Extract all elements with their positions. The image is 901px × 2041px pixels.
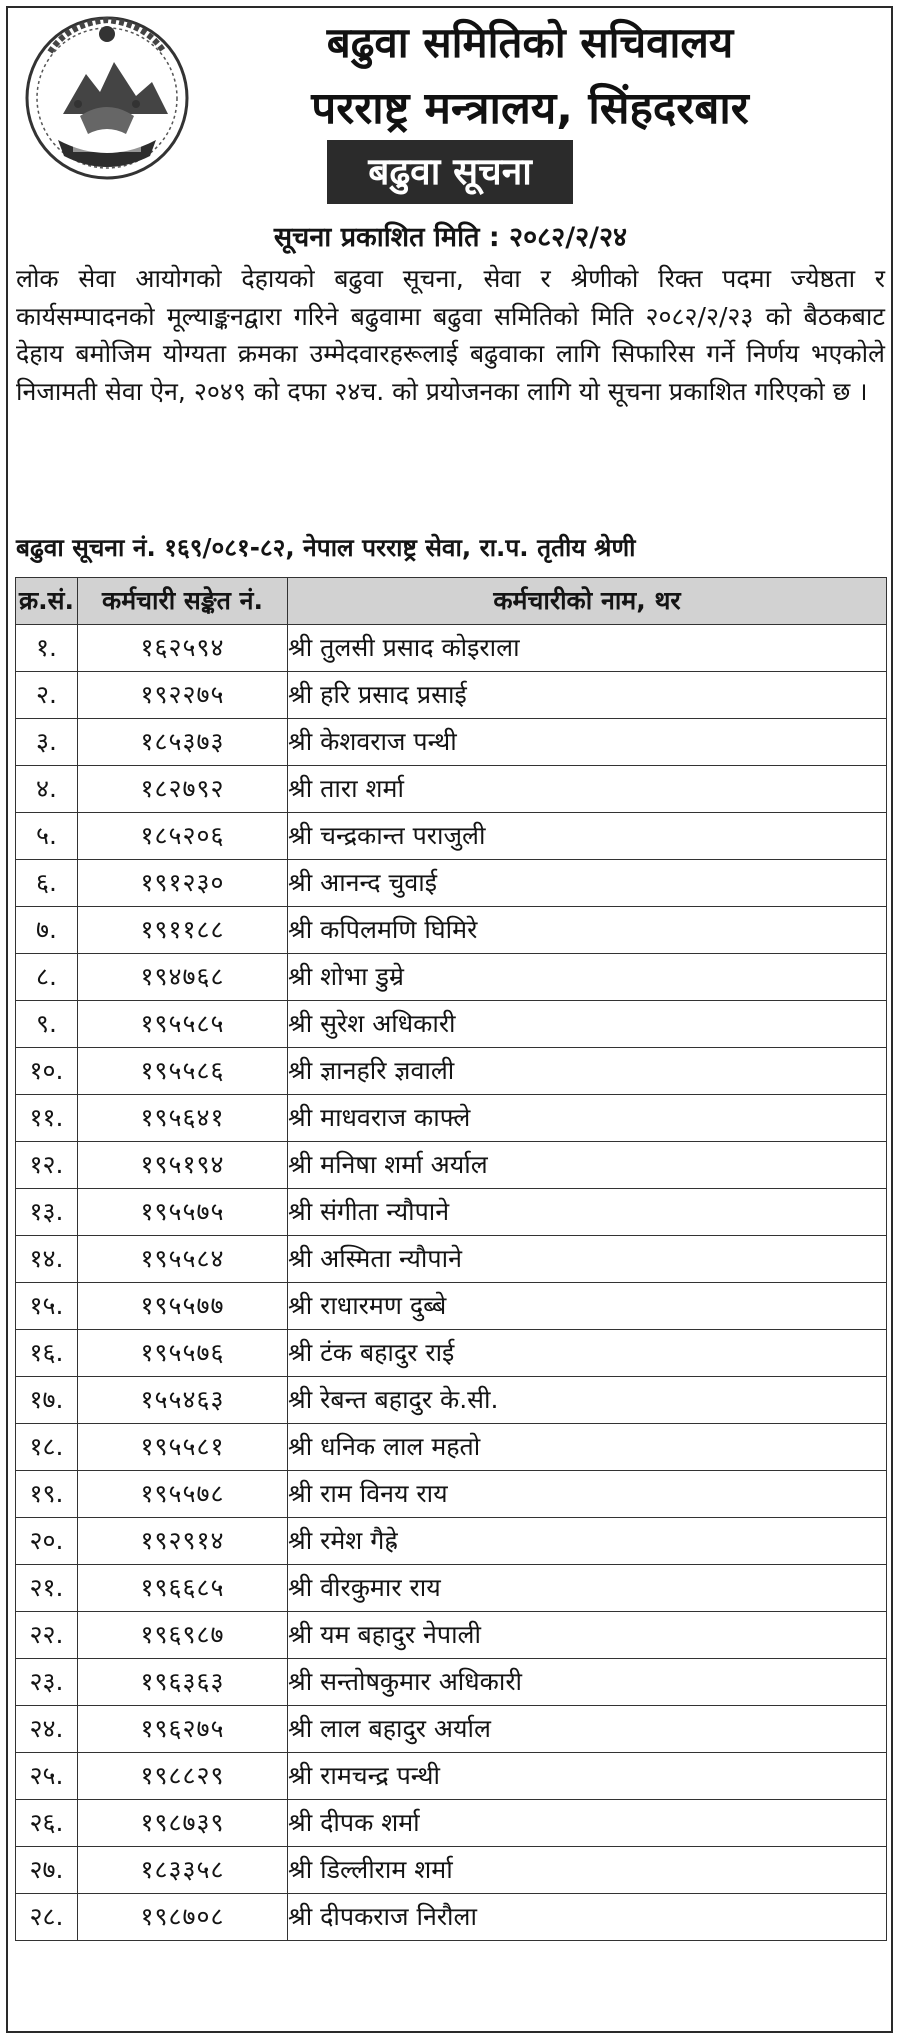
- table-row: [16, 1847, 887, 1894]
- serial-number: १२.: [16, 1142, 78, 1189]
- notice-badge: बढुवा सूचना: [327, 140, 573, 204]
- serial-number: ११.: [16, 1095, 78, 1142]
- table-row: [16, 1894, 887, 1941]
- table-row: [16, 1142, 887, 1189]
- nepal-government-emblem-icon: [18, 12, 196, 184]
- employee-name: श्री राधारमण दुब्बे: [288, 1283, 887, 1330]
- employee-name: श्री वीरकुमार राय: [288, 1565, 887, 1612]
- employee-code: १९५५८१: [78, 1424, 288, 1471]
- employee-code: १९५५७६: [78, 1330, 288, 1377]
- column-header-serial: क्र.सं.: [16, 578, 78, 625]
- employee-code: १९८८२९: [78, 1753, 288, 1800]
- serial-number: २२.: [16, 1612, 78, 1659]
- employee-code: १९८७३९: [78, 1800, 288, 1847]
- employee-code: १९४७६८: [78, 954, 288, 1001]
- table-row: [16, 1753, 887, 1800]
- table-row: [16, 1001, 887, 1048]
- employee-name: श्री ज्ञानहरि ज्ञवाली: [288, 1048, 887, 1095]
- employee-name: श्री हरि प्रसाद प्रसाई: [288, 672, 887, 719]
- serial-number: १५.: [16, 1283, 78, 1330]
- serial-number: १८.: [16, 1424, 78, 1471]
- employee-code: १९५१९४: [78, 1142, 288, 1189]
- employee-code: १९२२७५: [78, 672, 288, 719]
- serial-number: ३.: [16, 719, 78, 766]
- employee-name: श्री केशवराज पन्थी: [288, 719, 887, 766]
- table-row: [16, 1283, 887, 1330]
- serial-number: ५.: [16, 813, 78, 860]
- employee-code: १९५५७८: [78, 1471, 288, 1518]
- employee-name: श्री रेबन्त बहादुर के.सी.: [288, 1377, 887, 1424]
- employee-name: श्री अस्मिता न्यौपाने: [288, 1236, 887, 1283]
- serial-number: ९.: [16, 1001, 78, 1048]
- employee-code: १८५३७३: [78, 719, 288, 766]
- issuing-office-title: बढुवा समितिको सचिवालय: [326, 18, 734, 67]
- serial-number: २७.: [16, 1847, 78, 1894]
- employee-name: श्री यम बहादुर नेपाली: [288, 1612, 887, 1659]
- serial-number: १६.: [16, 1330, 78, 1377]
- table-row: [16, 1706, 887, 1753]
- serial-number: १९.: [16, 1471, 78, 1518]
- serial-number: ७.: [16, 907, 78, 954]
- serial-number: १४.: [16, 1236, 78, 1283]
- serial-number: २४.: [16, 1706, 78, 1753]
- employee-code: १९८७०८: [78, 1894, 288, 1941]
- serial-number: २०.: [16, 1518, 78, 1565]
- employee-code: १९५६४१: [78, 1095, 288, 1142]
- employee-name: श्री आनन्द चुवाई: [288, 860, 887, 907]
- serial-number: १३.: [16, 1189, 78, 1236]
- serial-number: २५.: [16, 1753, 78, 1800]
- employee-name: श्री मनिषा शर्मा अर्याल: [288, 1142, 887, 1189]
- employee-name: श्री लाल बहादुर अर्याल: [288, 1706, 887, 1753]
- table-row: [16, 1048, 887, 1095]
- table-row: [16, 1800, 887, 1847]
- employee-code: १८३३५८: [78, 1847, 288, 1894]
- employee-name: श्री राम विनय राय: [288, 1471, 887, 1518]
- table-row: [16, 860, 887, 907]
- employee-name: श्री शोभा डुम्रे: [288, 954, 887, 1001]
- serial-number: ४.: [16, 766, 78, 813]
- employee-name: श्री रमेश गैह्रे: [288, 1518, 887, 1565]
- employee-code: १९५५८६: [78, 1048, 288, 1095]
- serial-number: १.: [16, 625, 78, 672]
- promotion-table: [15, 577, 887, 1941]
- employee-name: श्री तारा शर्मा: [288, 766, 887, 813]
- employee-code: १९५५८५: [78, 1001, 288, 1048]
- serial-number: ८.: [16, 954, 78, 1001]
- table-row: [16, 1565, 887, 1612]
- employee-name: श्री धनिक लाल महतो: [288, 1424, 887, 1471]
- employee-name: श्री कपिलमणि घिमिरे: [288, 907, 887, 954]
- table-row: [16, 625, 887, 672]
- table-row: [16, 1659, 887, 1706]
- table-row: [16, 1471, 887, 1518]
- serial-number: १०.: [16, 1048, 78, 1095]
- serial-number: १७.: [16, 1377, 78, 1424]
- notice-body: लोक सेवा आयोगको देहायको बढुवा सूचना, सेवा र श्रेणीको रिक्त पदमा ज्येष्ठता र कार्यसम्पादनको मूल्याङ्कनद्वारा गरिने बढुवामा बढुवा समितिको मिति २०८२/२/२३ को बैठकबाट देहाय बमोजिम योग्यता क्रमका उम्मेदवारहरूलाई बढुवाका लागि सिफारिस गर्ने निर्णय भएकोले निजामती सेवा ऐन, २०४९ को दफा २४च. को प्रयोजनका लागि यो सूचना प्रकाशित गरिएको छ ।: [16, 264, 885, 406]
- employee-name: श्री सन्तोषकुमार अधिकारी: [288, 1659, 887, 1706]
- serial-number: २.: [16, 672, 78, 719]
- serial-number: २८.: [16, 1894, 78, 1941]
- employee-code: १६२५९४: [78, 625, 288, 672]
- table-row: [16, 719, 887, 766]
- employee-code: १९६९८७: [78, 1612, 288, 1659]
- serial-number: २६.: [16, 1800, 78, 1847]
- table-row: [16, 1518, 887, 1565]
- serial-number: ६.: [16, 860, 78, 907]
- table-row: [16, 954, 887, 1001]
- table-row: [16, 672, 887, 719]
- publish-date: सूचना प्रकाशित मिति : २०८२/२/२४: [273, 222, 628, 253]
- notice-reference: बढुवा सूचना नं. १६९/०८१-८२, नेपाल परराष्ट्र सेवा, रा.प. तृतीय श्रेणी: [16, 533, 636, 562]
- employee-name: श्री टंक बहादुर राई: [288, 1330, 887, 1377]
- table-row: [16, 813, 887, 860]
- column-header-code: कर्मचारी सङ्केत नं.: [78, 578, 288, 625]
- employee-code: १९६३६३: [78, 1659, 288, 1706]
- employee-name: श्री संगीता न्यौपाने: [288, 1189, 887, 1236]
- table-body: [16, 625, 887, 1941]
- table-row: [16, 1095, 887, 1142]
- employee-code: १८२७९२: [78, 766, 288, 813]
- table-row: [16, 1612, 887, 1659]
- employee-code: १८५२०६: [78, 813, 288, 860]
- table-row: [16, 1377, 887, 1424]
- employee-name: श्री सुरेश अधिकारी: [288, 1001, 887, 1048]
- column-header-name: कर्मचारीको नाम, थर: [288, 578, 887, 625]
- serial-number: २३.: [16, 1659, 78, 1706]
- employee-code: १५५४६३: [78, 1377, 288, 1424]
- employee-name: श्री दीपक शर्मा: [288, 1800, 887, 1847]
- table-header-row: [16, 578, 887, 625]
- employee-code: १९११८८: [78, 907, 288, 954]
- employee-name: श्री माधवराज काफ्ले: [288, 1095, 887, 1142]
- employee-code: १९६२७५: [78, 1706, 288, 1753]
- employee-code: १९१२३०: [78, 860, 288, 907]
- employee-code: १९२९१४: [78, 1518, 288, 1565]
- table-row: [16, 1330, 887, 1377]
- serial-number: २१.: [16, 1565, 78, 1612]
- table-row: [16, 907, 887, 954]
- table-row: [16, 1189, 887, 1236]
- employee-code: १९५५७७: [78, 1283, 288, 1330]
- employee-name: श्री रामचन्द्र पन्थी: [288, 1753, 887, 1800]
- table-row: [16, 1424, 887, 1471]
- employee-name: श्री तुलसी प्रसाद कोइराला: [288, 625, 887, 672]
- employee-code: १९६६८५: [78, 1565, 288, 1612]
- employee-name: श्री डिल्लीराम शर्मा: [288, 1847, 887, 1894]
- ministry-title: परराष्ट्र मन्त्रालय, सिंहदरबार: [311, 83, 749, 134]
- table-row: [16, 766, 887, 813]
- employee-name: श्री दीपकराज निरौला: [288, 1894, 887, 1941]
- employee-code: १९५५८४: [78, 1236, 288, 1283]
- employee-code: १९५५७५: [78, 1189, 288, 1236]
- employee-name: श्री चन्द्रकान्त पराजुली: [288, 813, 887, 860]
- table-row: [16, 1236, 887, 1283]
